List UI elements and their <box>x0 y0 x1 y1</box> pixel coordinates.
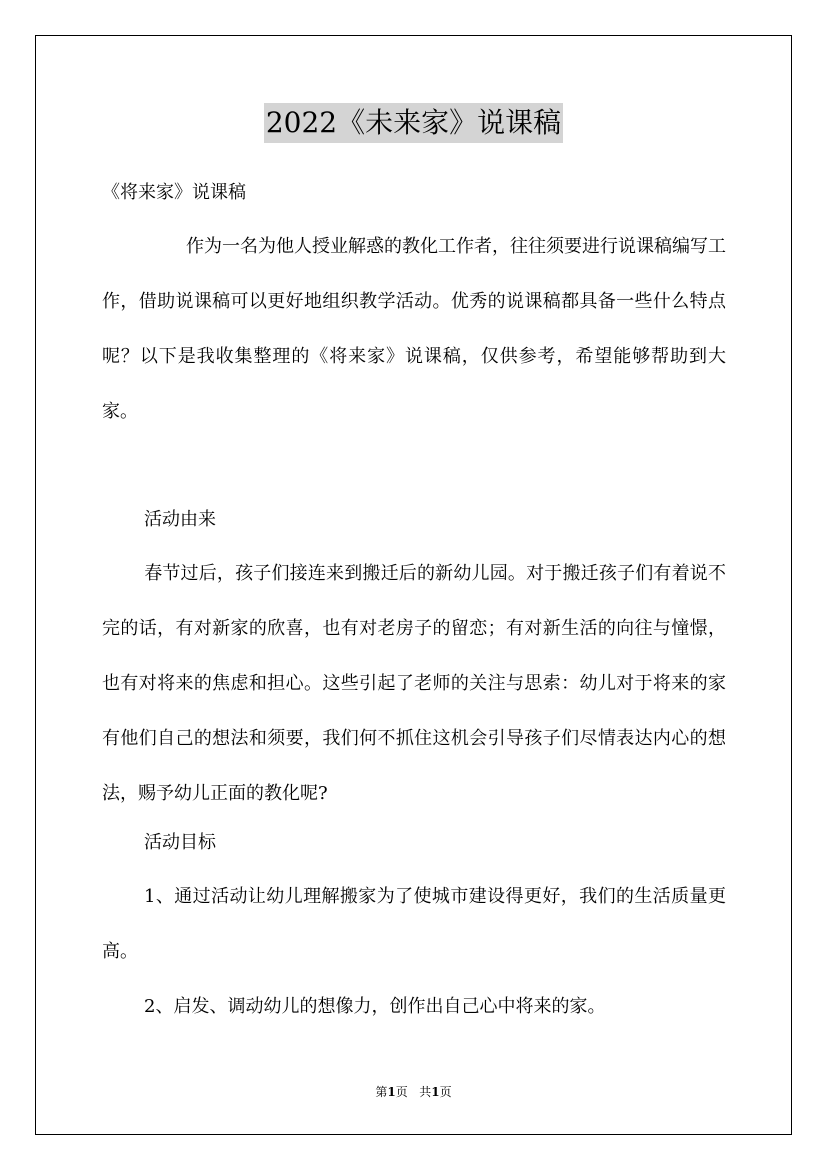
goal-2-paragraph <box>102 979 726 1034</box>
goal-1-text: 1、通过活动让幼儿理解搬家为了使城市建设得更好，我们的生活质量更高。 <box>102 886 726 962</box>
origin-paragraph-text: 春节过后，孩子们接连来到搬迁后的新幼儿园。对于搬迁孩子们有着说不完的话，有对新家的欣喜，也有对老房子的留恋；有对新生活的向往与憧憬，也有对将来的焦虑和担心。这些引起了老师的关注与思索：幼儿对于将来的家有他们自己的想法和须要，我们何不抓住这机会引导孩子们尽情表达内心的想法，赐予幼儿正面的教化呢? <box>102 563 726 804</box>
intro-paragraph <box>102 219 726 439</box>
page-label-suffix: 页 <box>395 1085 408 1099</box>
page-footer <box>0 1082 827 1102</box>
document-title: 2022《未来家》说课稿 <box>264 103 563 143</box>
section-heading-origin: 活动由来 <box>144 509 216 530</box>
total-prefix: 共 <box>419 1085 432 1099</box>
goal-1-paragraph <box>102 869 726 979</box>
goal-2-text: 2、启发、调动幼儿的想像力，创作出自己心中将来的家。 <box>144 996 606 1017</box>
page-number: 1 <box>387 1085 396 1099</box>
total-pages: 1 <box>431 1085 440 1099</box>
origin-paragraph <box>102 546 726 821</box>
document-title-wrapper <box>0 103 827 143</box>
page-label-prefix: 第 <box>375 1085 388 1099</box>
total-suffix: 页 <box>439 1085 452 1099</box>
section-heading-goals: 活动目标 <box>144 832 216 853</box>
intro-paragraph-text: 作为一名为他人授业解惑的教化工作者，往往须要进行说课稿编写工作，借助说课稿可以更好地组织教学活动。优秀的说课稿都具备一些什么特点呢？以下是我收集整理的《将来家》说课稿，仅供参考，希望能够帮助到大家。 <box>102 236 726 422</box>
document-subtitle: 《将来家》说课稿 <box>102 182 246 203</box>
